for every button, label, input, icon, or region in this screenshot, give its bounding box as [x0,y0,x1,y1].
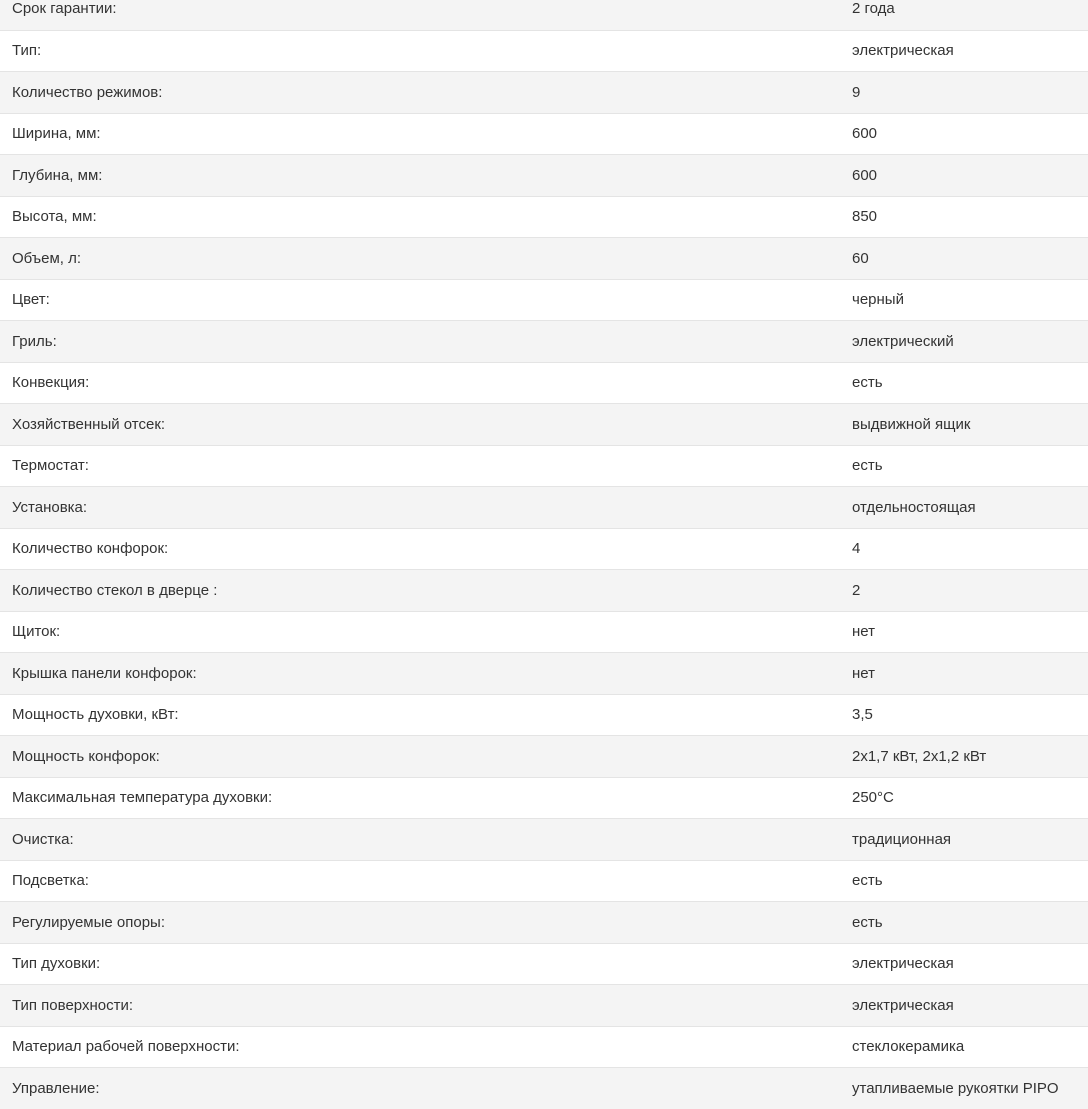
spec-name: Хозяйственный отсек: [12,415,166,433]
spec-row [0,279,1088,321]
spec-row [0,694,1088,736]
spec-value: 2 года [852,0,895,18]
spec-value: утапливаемые рукоятки PIPO [852,1079,1059,1097]
spec-name: Ширина, мм: [12,125,101,143]
spec-row [0,943,1088,985]
spec-value: стеклокерамика [852,1038,965,1056]
spec-row [0,113,1088,155]
spec-value: 600 [852,166,878,184]
spec-row [0,777,1088,819]
spec-name: Количество режимов: [12,83,163,101]
spec-row [0,818,1088,860]
spec-value: 600 [852,125,878,143]
spec-name: Регулируемые опоры: [12,913,166,931]
spec-name: Гриль: [12,332,57,350]
spec-value: электрический [852,332,954,350]
spec-value: 60 [852,249,869,267]
spec-name: Высота, мм: [12,208,97,226]
spec-name: Щиток: [12,623,61,641]
spec-value: 9 [852,83,861,101]
spec-value: электрическая [852,42,954,60]
spec-value: 250°C [852,789,894,807]
spec-row [0,71,1088,113]
spec-row [0,1067,1088,1109]
spec-name: Максимальная температура духовки: [12,789,273,807]
spec-name: Цвет: [12,291,50,309]
spec-name: Количество конфорок: [12,540,169,558]
spec-name: Объем, л: [12,249,82,267]
spec-value: есть [852,872,883,890]
spec-name: Тип поверхности: [12,996,133,1014]
spec-row [0,486,1088,528]
spec-row [0,237,1088,279]
spec-value: нет [852,664,875,682]
spec-row [0,611,1088,653]
spec-name: Крышка панели конфорок: [12,664,197,682]
spec-value: нет [852,623,875,641]
spec-value: есть [852,374,883,392]
spec-value: есть [852,457,883,475]
spec-name: Подсветка: [12,872,89,890]
spec-value: традиционная [852,830,952,848]
spec-value: электрическая [852,955,954,973]
spec-value: черный [852,291,904,309]
spec-row [0,1026,1088,1068]
spec-value: 2х1,7 кВт, 2х1,2 кВт [852,747,987,765]
spec-row [0,860,1088,902]
spec-name: Срок гарантии: [12,0,117,18]
spec-row [0,445,1088,487]
spec-row [0,196,1088,238]
spec-value: выдвижной ящик [852,415,971,433]
spec-name: Термостат: [12,457,89,475]
spec-value: 4 [852,540,861,558]
spec-row [0,403,1088,445]
spec-name: Глубина, мм: [12,166,103,184]
spec-row [0,30,1088,72]
spec-value: 850 [852,208,878,226]
spec-name: Количество стекол в дверце : [12,581,218,599]
spec-value: 2 [852,581,861,599]
spec-row [0,652,1088,694]
spec-name: Управление: [12,1079,100,1097]
spec-row [0,901,1088,943]
spec-value: отдельностоящая [852,498,976,516]
spec-name: Мощность духовки, кВт: [12,706,179,724]
spec-name: Установка: [12,498,88,516]
spec-name: Мощность конфорок: [12,747,160,765]
spec-name: Материал рабочей поверхности: [12,1038,240,1056]
spec-row [0,528,1088,570]
spec-value: есть [852,913,883,931]
spec-name: Конвекция: [12,374,90,392]
spec-value: 3,5 [852,706,873,724]
spec-row [0,735,1088,777]
spec-row [0,320,1088,362]
spec-row [0,569,1088,611]
spec-row [0,154,1088,196]
spec-name: Тип духовки: [12,955,101,973]
spec-row [0,0,1088,30]
spec-name: Очистка: [12,830,74,848]
spec-name: Тип: [12,42,42,60]
spec-value: электрическая [852,996,954,1014]
spec-row [0,984,1088,1026]
spec-row [0,362,1088,404]
